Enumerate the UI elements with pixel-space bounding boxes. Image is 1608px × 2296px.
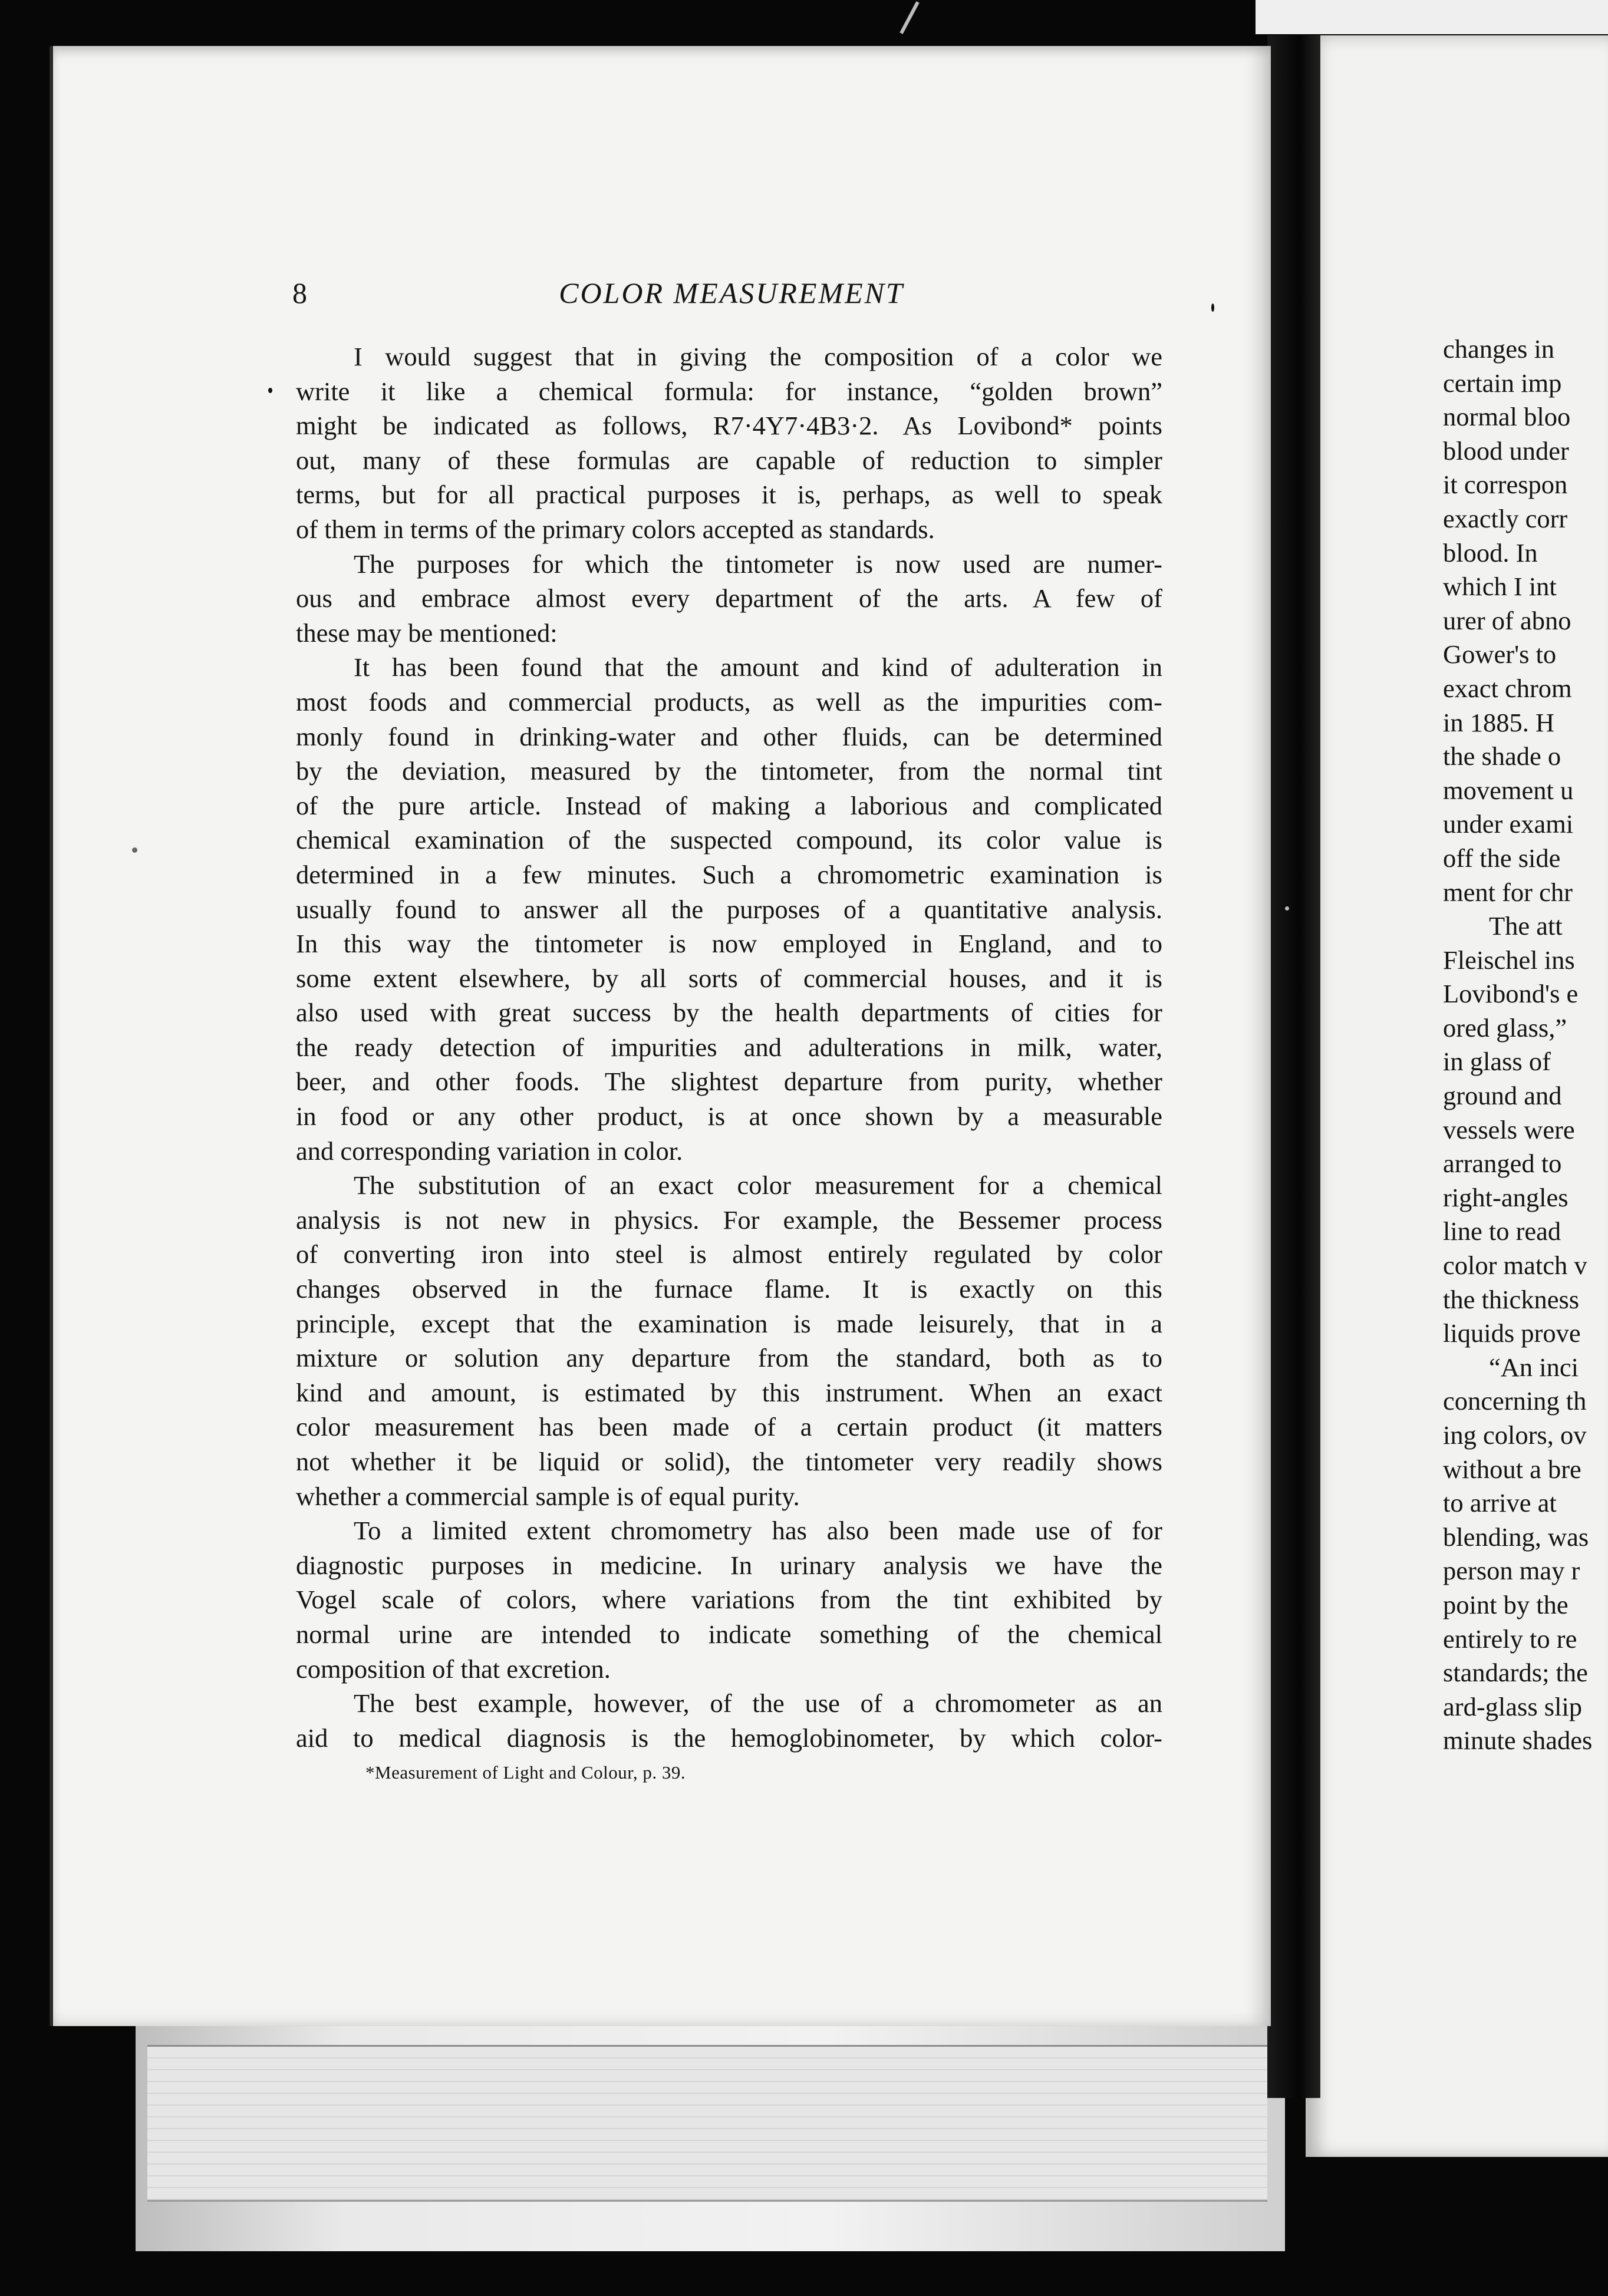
right-text-line: Lovibond's e [1443,979,1579,1009]
body-text [296,339,1162,1755]
right-text-line: blending, was [1443,1522,1589,1552]
text-line: Vogel scale of colors, where variations from the tint exhibited by [296,1585,1162,1615]
right-text-line: under exami [1443,809,1574,839]
right-text-line: normal bloo [1443,402,1571,432]
text-line: color measurement has been made of a certain product (it matters [296,1412,1162,1442]
right-page-text [1443,332,1608,1758]
right-text-line: ing colors, ov [1443,1420,1587,1450]
text-line: also used with great success by the health departments of cities for [296,998,1162,1028]
right-text-line: “An inci [1489,1352,1579,1382]
text-line: composition of that excretion. [296,1654,611,1684]
running-head [292,276,1171,317]
right-text-line: point by the [1443,1589,1569,1619]
right-text-line: person may r [1443,1556,1580,1586]
right-text-line: the shade o [1443,741,1561,771]
text-line: not whether it be liquid or solid), the tintometer very readily shows [296,1447,1162,1476]
text-line: kind and amount, is estimated by this instrument. When an exact [296,1377,1162,1407]
right-text-line: ment for chr [1443,877,1573,907]
text-line: diagnostic purposes in medicine. In urinary analysis we have the [296,1550,1162,1580]
text-line: these may be mentioned: [296,618,558,648]
text-line: in food or any other product, is at once shown by a measurable [296,1101,1162,1131]
text-line: chemical examination of the suspected compound, its color value is [296,825,1162,855]
text-line: determined in a few minutes. Such a chromometric examination is [296,859,1162,889]
right-text-line: standards; the [1443,1658,1588,1688]
stacked-page-edges [147,2045,1267,2202]
text-line: It has been found that the amount and kind of adulteration in [354,652,1162,682]
right-text-line: changes in [1443,334,1555,364]
right-text-line: to arrive at [1443,1488,1557,1518]
text-line: aid to medical diagnosis is the hemoglobinometer, by which color- [296,1723,1162,1753]
text-line: most foods and commercial products, as well as the impurities com- [296,687,1162,717]
right-text-line: right-angles [1443,1182,1569,1212]
page-title: COLOR MEASUREMENT [559,276,904,309]
text-line: ous and embrace almost every department of the arts. A few of [296,583,1162,613]
text-line: The best example, however, of the use of a chromometer as an [354,1688,1162,1718]
right-text-line: Fleischel ins [1443,945,1575,975]
text-line: monly found in drinking-water and other fluids, can be determined [296,721,1162,751]
text-line: terms, but for all practical purposes it is, perhaps, as well to speak [296,480,1162,510]
text-line: The substitution of an exact color measurement for a chemical [354,1170,1162,1200]
right-text-line: urer of abno [1443,605,1571,635]
ink-speck [132,847,137,853]
text-line: beer, and other foods. The slightest departure from purity, whether [296,1067,1162,1097]
right-text-line: entirely to re [1443,1624,1577,1654]
right-text-line: which I int [1443,572,1557,602]
text-line: The purposes for which the tintometer is now used are numer- [354,549,1162,579]
book-gutter [1267,35,1320,2098]
page-number: 8 [292,276,307,309]
right-text-line: color match v [1443,1251,1587,1281]
text-line: of converting iron into steel is almost entirely regulated by color [296,1239,1162,1269]
text-line: analysis is not new in physics. For example, the Bessemer process [296,1205,1162,1235]
right-text-line: ored glass,” [1443,1012,1567,1043]
text-line: usually found to answer all the purposes of a quantitative analysis. [296,894,1162,924]
text-line: mixture or solution any departure from the standard, both as to [296,1343,1162,1373]
right-text-line: exactly corr [1443,503,1568,533]
right-text-line: arranged to [1443,1149,1562,1179]
text-line: some extent elsewhere, by all sorts of commercial houses, and it is [296,963,1162,993]
right-text-line: concerning th [1443,1386,1587,1416]
right-text-line: minute shades [1443,1726,1593,1756]
right-text-line: certain imp [1443,368,1562,398]
footnote: *Measurement of Light and Colour, p. 39. [365,1762,686,1783]
text-line: of them in terms of the primary colors accepted as standards. [296,514,935,544]
ink-speck [268,388,272,393]
right-text-line: in 1885. H [1443,707,1555,737]
text-line: changes observed in the furnace flame. It is exactly on this [296,1274,1162,1304]
text-line: write it like a chemical formula: for instance, “golden brown” [296,376,1162,406]
ink-speck [1211,304,1214,312]
right-text-line: line to read [1443,1216,1561,1246]
right-text-line: ground and [1443,1081,1562,1111]
right-text-line: ard-glass slip [1443,1691,1583,1721]
text-line: by the deviation, measured by the tintometer, from the normal tint [296,756,1162,786]
right-text-line: in glass of [1443,1047,1551,1077]
text-line: and corresponding variation in color. [296,1136,683,1166]
right-text-line: liquids prove [1443,1318,1581,1348]
right-text-line: Gower's to [1443,639,1557,669]
right-text-line: without a bre [1443,1454,1581,1484]
right-page-top-edge [1256,0,1608,34]
text-line: I would suggest that in giving the composition of a color we [354,342,1162,371]
text-line: of the pure article. Instead of making a laborious and complicated [296,790,1162,820]
text-line: whether a commercial sample is of equal purity. [296,1481,800,1511]
text-line: To a limited extent chromometry has also been made use of for [354,1516,1162,1546]
right-text-line: The att [1489,911,1563,941]
right-text-line: vessels were [1443,1114,1575,1144]
right-text-line: movement u [1443,775,1574,805]
right-text-line: exact chrom [1443,673,1572,703]
text-line: might be indicated as follows, R7·4Y7·4B3·2. As Lovibond* points [296,411,1162,441]
text-line: normal urine are intended to indicate something of the chemical [296,1619,1162,1649]
text-line: the ready detection of impurities and adulterations in milk, water, [296,1032,1162,1062]
text-line: out, many of these formulas are capable of reduction to simpler [296,445,1162,475]
right-text-line: it correspon [1443,470,1568,500]
right-text-line: blood. In [1443,537,1538,568]
right-text-line: the thickness [1443,1284,1580,1314]
right-text-line: blood under [1443,436,1569,466]
right-text-line: off the side [1443,843,1561,873]
text-line: principle, except that the examination is made leisurely, that in a [296,1308,1162,1338]
ink-speck [1285,906,1289,911]
text-line: In this way the tintometer is now employed in England, and to [296,929,1162,959]
